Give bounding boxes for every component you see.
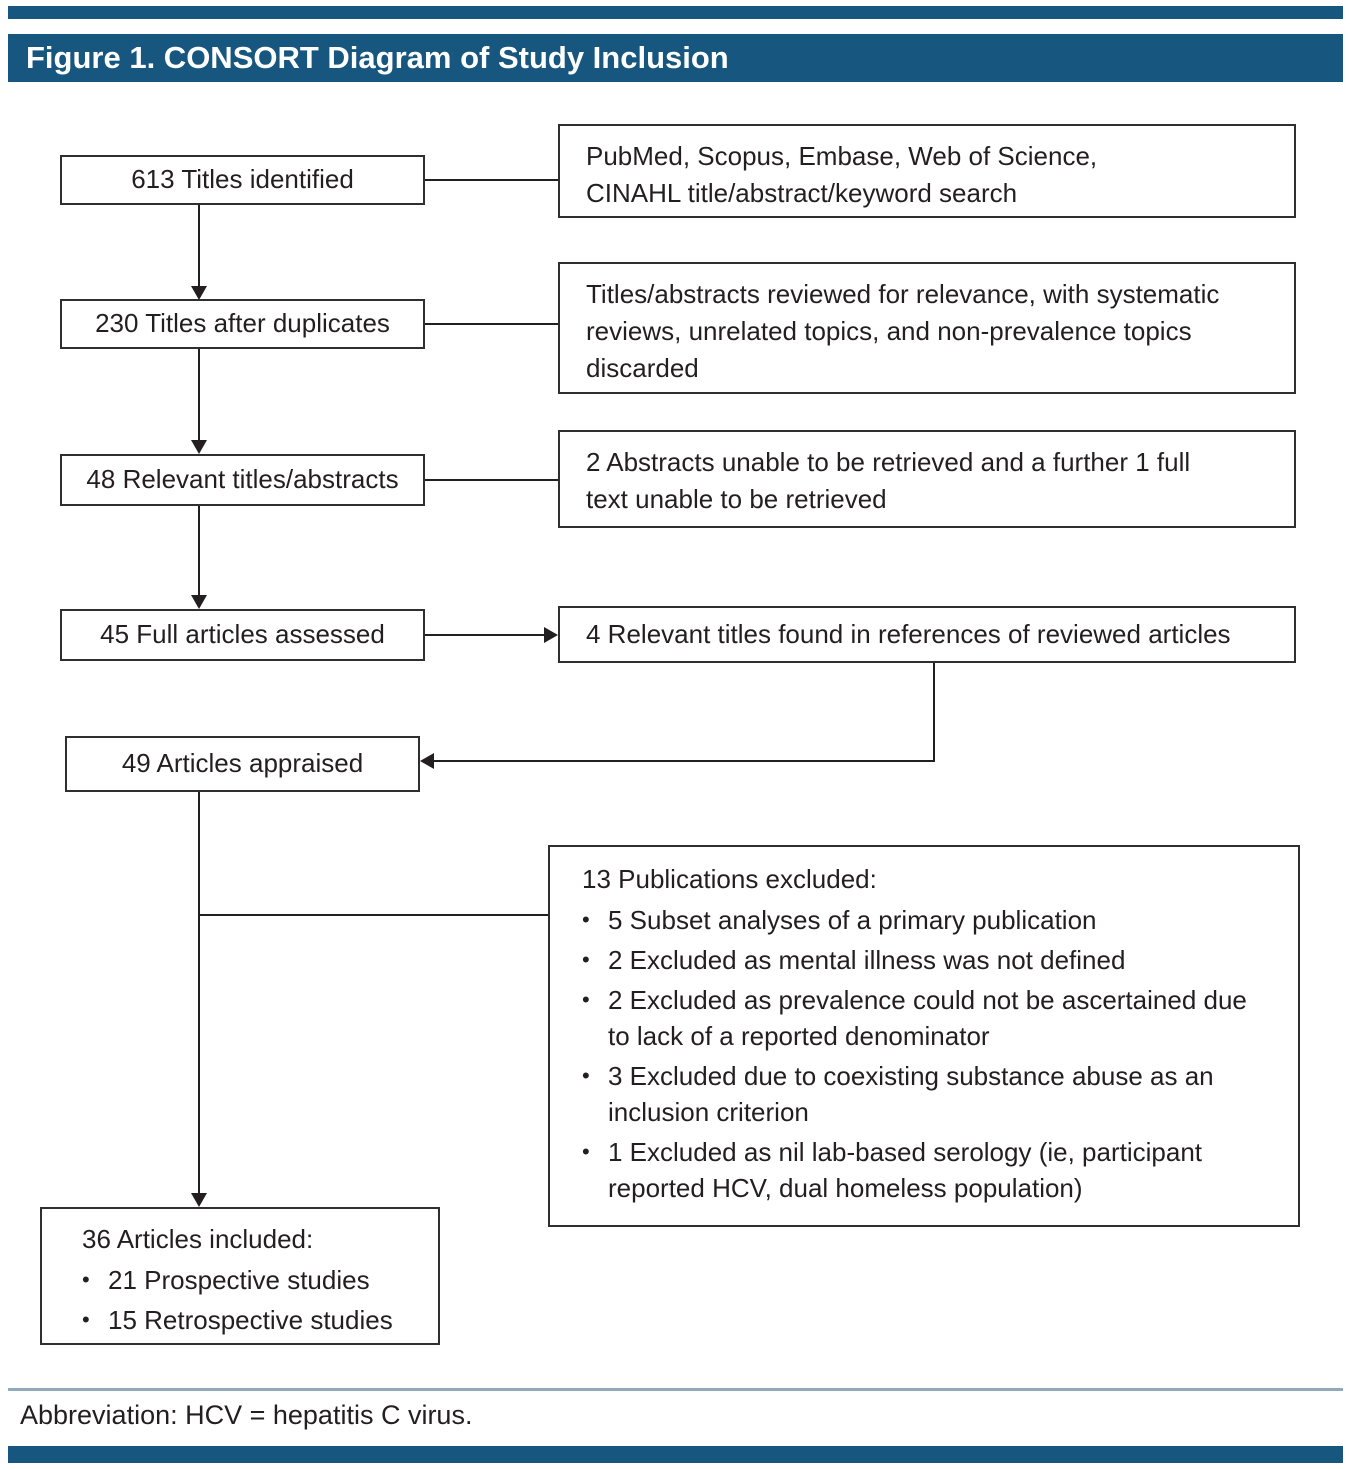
box-publications-excluded-title: 13 Publications excluded: xyxy=(582,864,877,894)
box-titles-identified-label: 613 Titles identified xyxy=(131,164,354,195)
connector-relevant-to-notretrieved xyxy=(425,479,558,481)
box-references-found-label: 4 Relevant titles found in references of reviewed articles xyxy=(586,618,1231,649)
box-full-articles-assessed-label: 45 Full articles assessed xyxy=(100,619,385,650)
figure-title-band xyxy=(8,34,1343,82)
text-line: discarded xyxy=(586,353,699,383)
box-articles-included xyxy=(40,1207,440,1345)
box-titles-after-duplicates-label: 230 Titles after duplicates xyxy=(95,308,390,339)
bullet-text: 1 Excluded as nil lab-based serology (ie, participant reported HCV, dual homeless population) xyxy=(608,1137,1203,1203)
text-line: PubMed, Scopus, Embase, Web of Science, xyxy=(586,141,1098,171)
connector-branch-to-excluded xyxy=(199,914,548,916)
text-line: text unable to be retrieved xyxy=(586,484,887,514)
footer-rule xyxy=(8,1388,1343,1391)
arrowhead-down-included xyxy=(191,1193,207,1207)
bullet-item xyxy=(582,902,1274,938)
box-articles-appraised-label: 49 Articles appraised xyxy=(121,748,364,779)
arrowhead-left-appraised xyxy=(420,753,434,769)
bullet-icon: • xyxy=(582,987,590,1012)
box-publications-excluded xyxy=(548,845,1300,1227)
box-titles-identified xyxy=(60,155,425,205)
box-titles-after-duplicates xyxy=(60,299,425,349)
text-line: reviews, unrelated topics, and non-prevalence topics xyxy=(586,316,1192,346)
bullet-item xyxy=(582,942,1274,978)
bullet-text: 15 Retrospective studies xyxy=(108,1305,393,1335)
arrowhead-down-3 xyxy=(191,595,207,609)
bullet-icon: • xyxy=(82,1267,90,1292)
bullet-item xyxy=(582,982,1274,1054)
bullet-text: 5 Subset analyses of a primary publication xyxy=(608,905,1097,935)
bullet-text: 2 Excluded as mental illness was not defined xyxy=(608,945,1126,975)
box-search-sources xyxy=(558,124,1296,218)
connector-relevant-to-full xyxy=(198,506,200,596)
box-relevant-titles-abstracts xyxy=(60,454,425,506)
text-line: 2 Abstracts unable to be retrieved and a further 1 full xyxy=(586,447,1191,477)
bullet-item xyxy=(582,1058,1274,1130)
box-relevant-titles-abstracts-label: 48 Relevant titles/abstracts xyxy=(86,464,399,495)
bullet-text: 2 Excluded as prevalence could not be ascertained due to lack of a reported denominator xyxy=(608,985,1247,1051)
articles-included-bullet-list xyxy=(82,1262,418,1338)
bullet-icon: • xyxy=(582,1139,590,1164)
box-references-found xyxy=(558,606,1296,663)
box-articles-included-title: 36 Articles included: xyxy=(82,1224,314,1254)
top-rule xyxy=(8,6,1343,19)
text-line: Titles/abstracts reviewed for relevance, with systematic xyxy=(586,279,1220,309)
box-screening-criteria xyxy=(558,262,1296,394)
bullet-icon: • xyxy=(582,1063,590,1088)
abbreviation-note: Abbreviation: HCV = hepatitis C virus. xyxy=(20,1400,473,1430)
text-line: CINAHL title/abstract/keyword search xyxy=(586,178,1018,208)
publications-excluded-bullet-list xyxy=(582,902,1274,1206)
connector-duplicates-to-screening xyxy=(425,323,558,325)
arrowhead-down-1 xyxy=(191,286,207,300)
bullet-item xyxy=(82,1262,418,1298)
bottom-rule xyxy=(8,1446,1343,1463)
figure-title: Figure 1. CONSORT Diagram of Study Inclusion xyxy=(26,40,729,75)
connector-references-to-appraised xyxy=(433,760,935,762)
bullet-text: 3 Excluded due to coexisting substance abuse as an inclusion criterion xyxy=(608,1061,1214,1127)
bullet-icon: • xyxy=(582,947,590,972)
box-full-articles-assessed xyxy=(60,609,425,661)
connector-identified-to-duplicates xyxy=(198,205,200,287)
bullet-text: 21 Prospective studies xyxy=(108,1265,370,1295)
box-not-retrieved xyxy=(558,430,1296,528)
connector-references-down xyxy=(933,663,935,761)
bullet-item xyxy=(582,1134,1274,1206)
arrowhead-down-2 xyxy=(191,440,207,454)
bullet-icon: • xyxy=(82,1307,90,1332)
arrowhead-right-references xyxy=(544,627,558,643)
connector-duplicates-to-relevant xyxy=(198,349,200,441)
connector-appraised-to-included xyxy=(198,792,200,1194)
bullet-item xyxy=(82,1302,418,1338)
connector-identified-to-sources xyxy=(425,179,558,181)
bullet-icon: • xyxy=(582,907,590,932)
connector-full-to-references xyxy=(425,634,545,636)
box-articles-appraised xyxy=(65,736,420,792)
